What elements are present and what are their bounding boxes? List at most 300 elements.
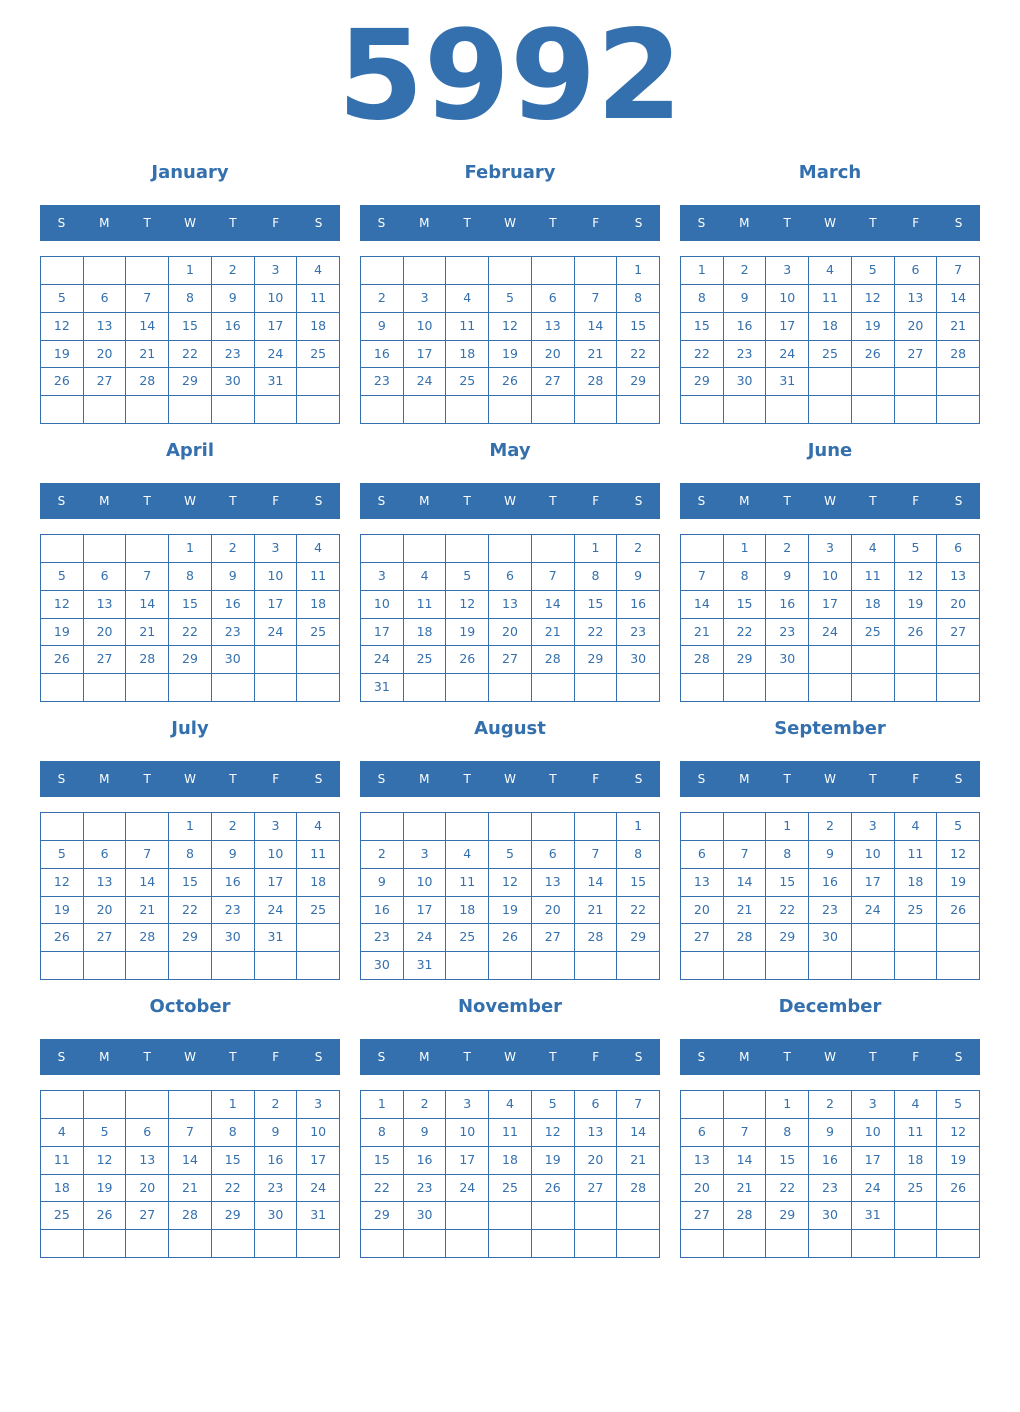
day-cell: 12 [532, 1119, 575, 1147]
day-cell: 13 [84, 313, 127, 341]
weekday-label: M [419, 216, 430, 230]
day-cell: 25 [446, 924, 489, 952]
day-cell: 2 [255, 1091, 298, 1119]
weekday-label: S [697, 1050, 706, 1064]
day-cell: 15 [169, 869, 212, 897]
day-cell: 3 [255, 257, 298, 285]
day-cell: 18 [446, 341, 489, 369]
day-cell: 26 [532, 1175, 575, 1203]
day-cell: 26 [84, 1202, 127, 1230]
day-cell: 15 [766, 1147, 809, 1175]
weekday-label: T [869, 494, 877, 508]
empty-cell [852, 1230, 895, 1258]
day-cell: 17 [852, 1147, 895, 1175]
weekday-label: T [549, 494, 557, 508]
day-cell: 2 [766, 535, 809, 563]
day-cell: 7 [126, 285, 169, 313]
day-cell: 31 [255, 368, 298, 396]
day-cell: 22 [766, 1175, 809, 1203]
day-cell: 12 [489, 313, 532, 341]
weekday-label: S [314, 494, 323, 508]
weekday-label: S [377, 494, 386, 508]
day-cell: 3 [297, 1091, 340, 1119]
day-cell: 1 [766, 1091, 809, 1119]
day-cell: 20 [681, 897, 724, 925]
weekday-header [360, 483, 660, 519]
empty-cell [681, 535, 724, 563]
day-cell: 1 [681, 257, 724, 285]
weekday-label: T [549, 216, 557, 230]
empty-cell [532, 1202, 575, 1230]
empty-cell [126, 813, 169, 841]
day-cell: 26 [41, 646, 84, 674]
day-cell: 5 [895, 535, 938, 563]
day-cell: 26 [446, 646, 489, 674]
weekday-label: T [143, 772, 151, 786]
day-cell: 10 [446, 1119, 489, 1147]
day-cell: 4 [852, 535, 895, 563]
weekday-label: T [143, 1050, 151, 1064]
day-cell: 15 [724, 591, 767, 619]
empty-cell [852, 952, 895, 980]
day-grid [40, 1090, 340, 1258]
day-cell: 24 [255, 341, 298, 369]
day-cell: 14 [575, 313, 618, 341]
day-cell: 12 [895, 563, 938, 591]
day-cell: 5 [84, 1119, 127, 1147]
day-cell: 7 [724, 1119, 767, 1147]
day-cell: 16 [212, 869, 255, 897]
day-cell: 9 [724, 285, 767, 313]
day-cell: 29 [766, 1202, 809, 1230]
day-cell: 14 [724, 869, 767, 897]
day-cell: 3 [404, 285, 447, 313]
day-cell: 21 [169, 1175, 212, 1203]
empty-cell [41, 674, 84, 702]
empty-cell [404, 1230, 447, 1258]
empty-cell [404, 674, 447, 702]
empty-cell [446, 674, 489, 702]
day-cell: 22 [575, 619, 618, 647]
day-cell: 24 [446, 1175, 489, 1203]
day-cell: 2 [212, 257, 255, 285]
day-cell: 10 [766, 285, 809, 313]
empty-cell [489, 813, 532, 841]
day-cell: 18 [404, 619, 447, 647]
day-cell: 8 [212, 1119, 255, 1147]
weekday-label: F [592, 772, 600, 786]
day-cell: 16 [809, 869, 852, 897]
day-cell: 21 [724, 897, 767, 925]
weekday-label: T [549, 772, 557, 786]
day-grid [680, 534, 980, 702]
day-cell: 13 [489, 591, 532, 619]
day-cell: 1 [724, 535, 767, 563]
day-cell: 7 [937, 257, 980, 285]
day-grid [360, 812, 660, 980]
day-cell: 22 [361, 1175, 404, 1203]
day-cell: 24 [361, 646, 404, 674]
day-cell: 1 [361, 1091, 404, 1119]
day-cell: 8 [766, 841, 809, 869]
day-cell: 20 [84, 619, 127, 647]
day-cell: 24 [809, 619, 852, 647]
weekday-label: S [954, 772, 963, 786]
empty-cell [84, 674, 127, 702]
day-cell: 6 [681, 1119, 724, 1147]
day-cell: 29 [766, 924, 809, 952]
empty-cell [681, 952, 724, 980]
day-cell: 6 [895, 257, 938, 285]
day-cell: 10 [404, 869, 447, 897]
empty-cell [681, 674, 724, 702]
empty-cell [809, 674, 852, 702]
weekday-label: S [377, 772, 386, 786]
day-cell: 7 [169, 1119, 212, 1147]
empty-cell [361, 1230, 404, 1258]
day-cell: 20 [532, 897, 575, 925]
day-cell: 17 [297, 1147, 340, 1175]
day-cell: 24 [255, 897, 298, 925]
weekday-label: T [463, 216, 471, 230]
weekday-header [680, 761, 980, 797]
empty-cell [617, 674, 660, 702]
weekday-label: S [57, 216, 66, 230]
day-cell: 27 [84, 368, 127, 396]
empty-cell [937, 646, 980, 674]
month-name: September [774, 718, 886, 739]
empty-cell [255, 674, 298, 702]
empty-cell [489, 1230, 532, 1258]
weekday-label: F [592, 1050, 600, 1064]
day-cell: 15 [617, 869, 660, 897]
empty-cell [212, 952, 255, 980]
empty-cell [766, 674, 809, 702]
empty-cell [809, 396, 852, 424]
empty-cell [852, 396, 895, 424]
month-name: February [464, 162, 556, 183]
weekday-label: T [463, 494, 471, 508]
day-cell: 4 [489, 1091, 532, 1119]
day-cell: 4 [809, 257, 852, 285]
day-cell: 5 [852, 257, 895, 285]
weekday-header [360, 205, 660, 241]
day-cell: 19 [937, 869, 980, 897]
weekday-label: M [739, 772, 750, 786]
empty-cell [852, 368, 895, 396]
day-cell: 1 [617, 813, 660, 841]
empty-cell [446, 813, 489, 841]
empty-cell [681, 396, 724, 424]
weekday-label: F [912, 1050, 920, 1064]
empty-cell [297, 674, 340, 702]
day-cell: 15 [361, 1147, 404, 1175]
day-cell: 31 [361, 674, 404, 702]
day-cell: 4 [446, 285, 489, 313]
day-cell: 14 [532, 591, 575, 619]
weekday-label: S [634, 216, 643, 230]
day-cell: 15 [169, 591, 212, 619]
weekday-label: S [697, 494, 706, 508]
weekday-label: T [783, 1050, 791, 1064]
day-cell: 8 [724, 563, 767, 591]
day-cell: 15 [681, 313, 724, 341]
day-cell: 20 [532, 341, 575, 369]
empty-cell [126, 535, 169, 563]
day-cell: 3 [361, 563, 404, 591]
day-cell: 23 [212, 619, 255, 647]
day-cell: 3 [852, 1091, 895, 1119]
empty-cell [126, 674, 169, 702]
day-cell: 25 [809, 341, 852, 369]
day-cell: 26 [489, 368, 532, 396]
day-cell: 3 [404, 841, 447, 869]
empty-cell [724, 1230, 767, 1258]
weekday-label: S [634, 1050, 643, 1064]
weekday-label: T [783, 216, 791, 230]
empty-cell [575, 674, 618, 702]
day-cell: 11 [809, 285, 852, 313]
day-cell: 21 [617, 1147, 660, 1175]
weekday-label: W [184, 1050, 196, 1064]
empty-cell [532, 1230, 575, 1258]
day-cell: 6 [532, 285, 575, 313]
day-cell: 9 [361, 869, 404, 897]
day-cell: 29 [169, 646, 212, 674]
empty-cell [937, 396, 980, 424]
day-grid [40, 534, 340, 702]
day-cell: 2 [617, 535, 660, 563]
day-cell: 9 [212, 285, 255, 313]
weekday-label: S [954, 1050, 963, 1064]
day-cell: 27 [681, 1202, 724, 1230]
empty-cell [361, 396, 404, 424]
day-cell: 12 [41, 313, 84, 341]
day-cell: 3 [446, 1091, 489, 1119]
empty-cell [809, 952, 852, 980]
empty-cell [724, 813, 767, 841]
empty-cell [937, 1230, 980, 1258]
weekday-label: S [314, 216, 323, 230]
day-cell: 30 [766, 646, 809, 674]
day-cell: 29 [169, 368, 212, 396]
weekday-label: M [99, 772, 110, 786]
day-cell: 16 [212, 591, 255, 619]
day-grid [680, 812, 980, 980]
day-cell: 24 [404, 924, 447, 952]
day-cell: 19 [852, 313, 895, 341]
empty-cell [404, 813, 447, 841]
empty-cell [852, 646, 895, 674]
day-cell: 11 [297, 563, 340, 591]
empty-cell [126, 257, 169, 285]
weekday-header [680, 483, 980, 519]
day-cell: 7 [724, 841, 767, 869]
day-cell: 18 [852, 591, 895, 619]
day-cell: 31 [766, 368, 809, 396]
weekday-header [680, 205, 980, 241]
empty-cell [41, 257, 84, 285]
empty-cell [575, 1202, 618, 1230]
empty-cell [41, 1091, 84, 1119]
day-cell: 7 [126, 841, 169, 869]
weekday-label: T [143, 216, 151, 230]
day-cell: 4 [297, 813, 340, 841]
empty-cell [126, 1091, 169, 1119]
day-cell: 11 [297, 841, 340, 869]
day-cell: 7 [126, 563, 169, 591]
day-cell: 22 [766, 897, 809, 925]
empty-cell [255, 646, 298, 674]
day-cell: 20 [84, 897, 127, 925]
day-cell: 6 [681, 841, 724, 869]
day-cell: 14 [169, 1147, 212, 1175]
day-cell: 25 [852, 619, 895, 647]
month-name: June [807, 440, 853, 461]
day-cell: 11 [41, 1147, 84, 1175]
day-cell: 9 [212, 841, 255, 869]
day-cell: 18 [297, 313, 340, 341]
day-cell: 8 [169, 841, 212, 869]
weekday-label: W [824, 494, 836, 508]
empty-cell [937, 368, 980, 396]
weekday-label: S [697, 772, 706, 786]
weekday-header [40, 205, 340, 241]
day-cell: 1 [575, 535, 618, 563]
day-cell: 25 [446, 368, 489, 396]
weekday-label: M [419, 494, 430, 508]
empty-cell [212, 674, 255, 702]
weekday-label: W [504, 772, 516, 786]
day-cell: 22 [169, 619, 212, 647]
day-cell: 3 [255, 535, 298, 563]
weekday-label: M [99, 494, 110, 508]
weekday-label: T [229, 216, 237, 230]
day-cell: 19 [489, 897, 532, 925]
day-cell: 17 [255, 869, 298, 897]
empty-cell [84, 1230, 127, 1258]
day-cell: 13 [532, 869, 575, 897]
day-cell: 10 [297, 1119, 340, 1147]
day-cell: 23 [212, 341, 255, 369]
day-cell: 21 [532, 619, 575, 647]
day-cell: 23 [361, 368, 404, 396]
day-cell: 27 [532, 368, 575, 396]
day-cell: 2 [361, 841, 404, 869]
empty-cell [617, 1230, 660, 1258]
empty-cell [724, 1091, 767, 1119]
day-cell: 17 [404, 341, 447, 369]
day-cell: 19 [41, 341, 84, 369]
day-cell: 16 [255, 1147, 298, 1175]
empty-cell [169, 396, 212, 424]
empty-cell [532, 813, 575, 841]
weekday-label: T [143, 494, 151, 508]
day-cell: 27 [895, 341, 938, 369]
weekday-label: F [272, 772, 280, 786]
empty-cell [617, 396, 660, 424]
day-cell: 4 [297, 257, 340, 285]
weekday-label: S [954, 216, 963, 230]
weekday-header [360, 761, 660, 797]
weekday-label: F [912, 494, 920, 508]
day-cell: 19 [84, 1175, 127, 1203]
weekday-header [680, 1039, 980, 1075]
day-cell: 13 [84, 591, 127, 619]
empty-cell [297, 368, 340, 396]
day-cell: 7 [617, 1091, 660, 1119]
day-cell: 22 [681, 341, 724, 369]
day-grid [360, 256, 660, 424]
day-cell: 17 [852, 869, 895, 897]
day-cell: 14 [937, 285, 980, 313]
empty-cell [446, 1202, 489, 1230]
day-cell: 6 [575, 1091, 618, 1119]
empty-cell [895, 924, 938, 952]
day-cell: 10 [809, 563, 852, 591]
empty-cell [575, 257, 618, 285]
weekday-label: T [463, 772, 471, 786]
weekday-label: M [99, 1050, 110, 1064]
weekday-label: S [954, 494, 963, 508]
day-cell: 18 [297, 869, 340, 897]
weekday-label: W [504, 1050, 516, 1064]
day-grid [680, 1090, 980, 1258]
day-cell: 1 [212, 1091, 255, 1119]
day-cell: 25 [297, 897, 340, 925]
day-cell: 16 [809, 1147, 852, 1175]
empty-cell [84, 535, 127, 563]
day-cell: 15 [575, 591, 618, 619]
empty-cell [809, 1230, 852, 1258]
day-cell: 30 [809, 924, 852, 952]
empty-cell [297, 952, 340, 980]
day-cell: 27 [126, 1202, 169, 1230]
empty-cell [895, 1230, 938, 1258]
day-cell: 23 [404, 1175, 447, 1203]
empty-cell [255, 396, 298, 424]
day-cell: 12 [41, 869, 84, 897]
day-cell: 4 [895, 813, 938, 841]
day-cell: 27 [84, 646, 127, 674]
day-cell: 30 [212, 646, 255, 674]
day-cell: 20 [84, 341, 127, 369]
day-cell: 18 [895, 1147, 938, 1175]
weekday-label: T [783, 772, 791, 786]
day-cell: 22 [617, 341, 660, 369]
day-cell: 30 [809, 1202, 852, 1230]
day-cell: 23 [724, 341, 767, 369]
day-cell: 29 [212, 1202, 255, 1230]
weekday-label: F [592, 216, 600, 230]
day-cell: 16 [766, 591, 809, 619]
empty-cell [575, 1230, 618, 1258]
day-cell: 26 [41, 924, 84, 952]
day-cell: 3 [852, 813, 895, 841]
day-cell: 14 [681, 591, 724, 619]
empty-cell [532, 535, 575, 563]
day-grid [360, 1090, 660, 1258]
day-cell: 11 [895, 841, 938, 869]
day-cell: 26 [41, 368, 84, 396]
weekday-label: S [377, 1050, 386, 1064]
empty-cell [724, 952, 767, 980]
day-cell: 20 [681, 1175, 724, 1203]
empty-cell [937, 1202, 980, 1230]
empty-cell [852, 674, 895, 702]
empty-cell [681, 1091, 724, 1119]
empty-cell [809, 646, 852, 674]
